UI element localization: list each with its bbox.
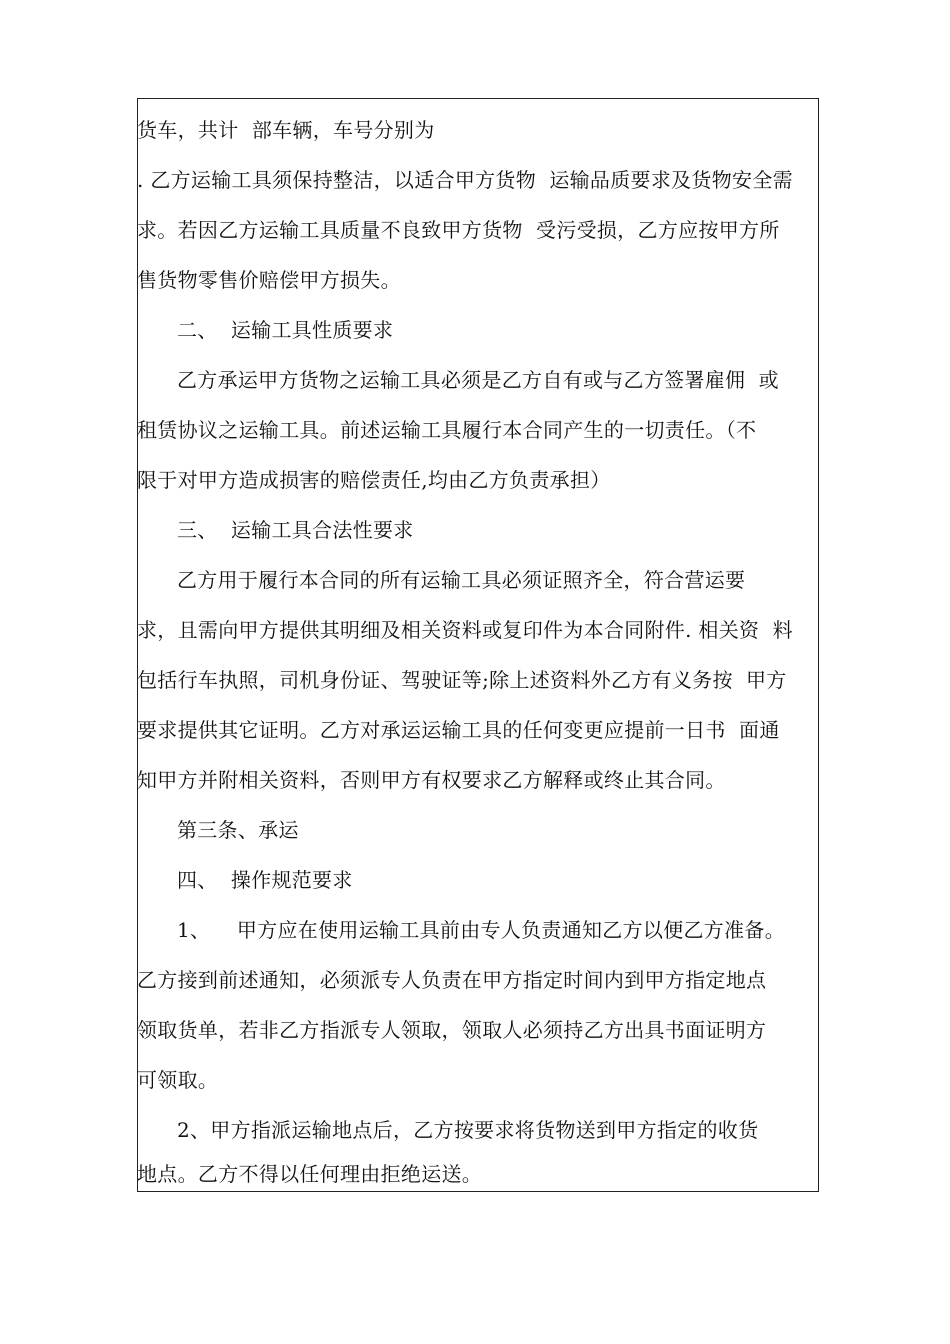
text-line: 乙方接到前述通知，必须派专人负责在甲方指定时间内到甲方指定地点 (137, 968, 767, 992)
section-heading: 三、 运输工具合法性要求 (137, 518, 414, 542)
text-line: . 乙方运输工具须保持整洁，以适合甲方货物 运输品质要求及货物安全需 (137, 168, 793, 192)
text-line: 货车，共计 部车辆，车号分别为 (137, 118, 435, 142)
text-line: 2、甲方指派运输地点后，乙方按要求将货物送到甲方指定的收货 (137, 1118, 759, 1142)
text-line: 乙方承运甲方货物之运输工具必须是乙方自有或与乙方签署雇佣 或 (137, 368, 779, 392)
text-line: 售货物零售价赔偿甲方损失。 (137, 268, 401, 292)
article-heading: 第三条、承运 (137, 818, 299, 842)
text-line: 领取货单，若非乙方指派专人领取，领取人必须持乙方出具书面证明方 (137, 1018, 767, 1042)
text-line: 包括行车执照，司机身份证、驾驶证等;除上述资料外乙方有义务按 甲方 (137, 668, 787, 692)
text-line: 求。若因乙方运输工具质量不良致甲方货物 受污受损，乙方应按甲方所 (137, 218, 780, 242)
section-heading: 四、 操作规范要求 (137, 868, 353, 892)
text-line: 租赁协议之运输工具。前述运输工具履行本合同产生的一切责任。（不 (137, 418, 757, 442)
text-line: 求，且需向甲方提供其明细及相关资料或复印件为本合同附件. 相关资 料 (137, 618, 793, 642)
text-line: 可领取。 (137, 1068, 219, 1092)
text-line: 1、 甲方应在使用运输工具前由专人负责通知乙方以便乙方准备。 (137, 918, 785, 942)
text-line: 知甲方并附相关资料，否则甲方有权要求乙方解释或终止其合同。 (137, 768, 726, 792)
text-line: 要求提供其它证明。乙方对承运运输工具的任何变更应提前一日书 面通 (137, 718, 780, 742)
section-heading: 二、 运输工具性质要求 (137, 318, 394, 342)
text-line: 地点。乙方不得以任何理由拒绝运送。 (137, 1162, 483, 1186)
text-line: 限于对甲方造成损害的赔偿责任,均由乙方负责承担） (137, 468, 611, 492)
text-line: 乙方用于履行本合同的所有运输工具必须证照齐全，符合营运要 (137, 568, 746, 592)
